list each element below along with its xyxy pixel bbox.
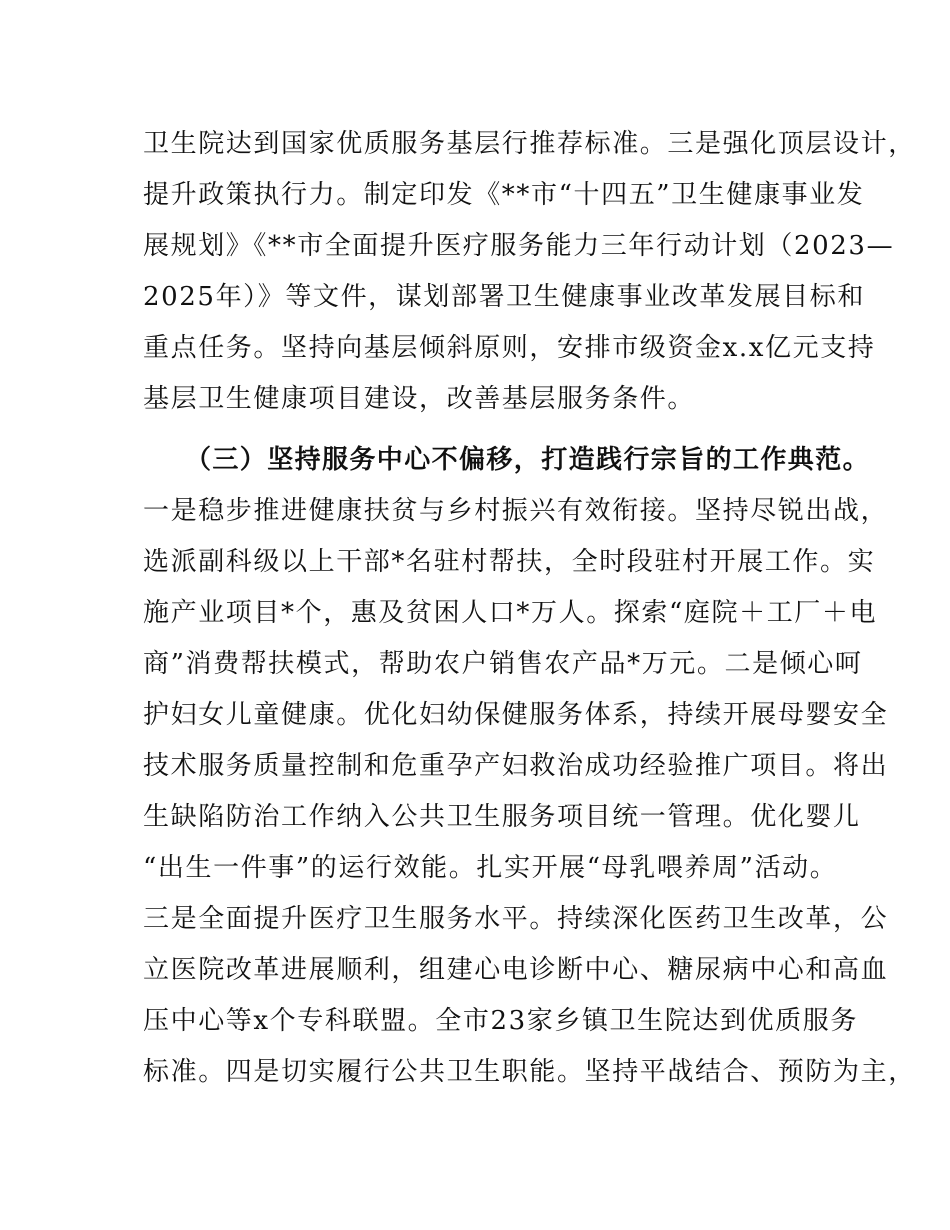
section-heading: （三）坚持服务中心不偏移，打造践行宗旨的工作典范。 [185, 445, 871, 475]
text-line: 三是全面提升医疗卫生服务水平。持续深化医药卫生改革，公 [143, 904, 889, 934]
text-line: 一是稳步推进健康扶贫与乡村振兴有效衔接。坚持尽锐出战， [143, 496, 889, 526]
text-line: 立医院改革进展顺利，组建心电诊断中心、糖尿病中心和高血 [143, 955, 889, 985]
section-three [143, 435, 916, 1098]
text-line: 2025年）》等文件，谋划部署卫生健康事业改革发展目标和 [143, 282, 865, 312]
text-line: 选派副科级以上干部*名驻村帮扶，全时段驻村开展工作。实 [143, 547, 876, 577]
text-line: “出生一件事”的运行效能。扎实开展“母乳喂养周”活动。 [143, 853, 838, 883]
text-line: 压中心等x个专科联盟。全市23家乡镇卫生院达到优质服务 [143, 1006, 858, 1036]
paragraph-continued [143, 119, 916, 425]
text-line: 技术服务质量控制和危重孕产妇救治成功经验推广项目。将出 [143, 751, 889, 781]
text-line: 卫生院达到国家优质服务基层行推荐标准。三是强化顶层设计， [143, 129, 916, 159]
text-line: 施产业项目*个，惠及贫困人口*万人。探索“庭院＋工厂＋电 [143, 598, 878, 628]
text-line: 重点任务。坚持向基层倾斜原则，安排市级资金x.x亿元支持 [143, 333, 876, 363]
text-line: 生缺陷防治工作纳入公共卫生服务项目统一管理。优化婴儿 [143, 802, 861, 832]
text-line: 商”消费帮扶模式，帮助农户销售农产品*万元。二是倾心呵 [143, 649, 863, 679]
text-line: 护妇女儿童健康。优化妇幼保健服务体系，持续开展母婴安全 [143, 700, 889, 730]
text-line: 标准。四是切实履行公共卫生职能。坚持平战结合、预防为主， [143, 1057, 916, 1087]
text-line: 提升政策执行力。制定印发《**市“十四五”卫生健康事业发 [143, 180, 865, 210]
text-line: 展规划》《**市全面提升医疗服务能力三年行动计划（2023— [143, 231, 895, 261]
text-line: 基层卫生健康项目建设，改善基层服务条件。 [143, 384, 696, 414]
